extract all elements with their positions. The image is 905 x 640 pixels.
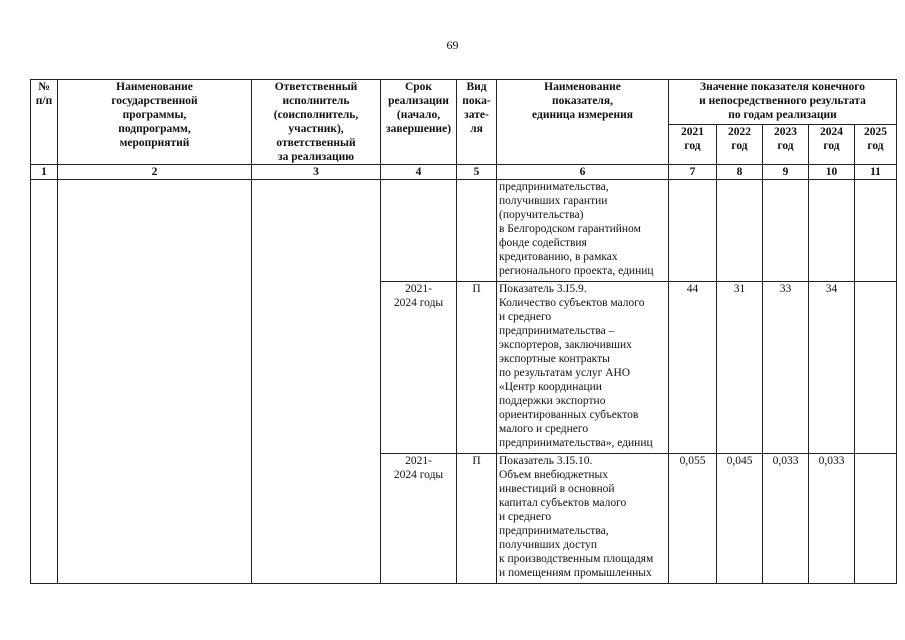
header-indicator: Наименование показателя, единица измерения bbox=[497, 80, 669, 165]
header-type: Вид пока- зате- ля bbox=[457, 80, 497, 165]
cell-type bbox=[457, 180, 497, 282]
page-number: 69 bbox=[446, 38, 459, 52]
cell-value bbox=[855, 454, 897, 584]
cell-executor bbox=[252, 180, 381, 584]
column-number: 2 bbox=[58, 165, 252, 180]
cell-no bbox=[31, 180, 58, 584]
cell-type: П bbox=[457, 282, 497, 454]
header-executor: Ответственный исполнитель (соисполнитель, участник), ответственный за реализацию bbox=[252, 80, 381, 165]
header-row bbox=[31, 80, 897, 125]
cell-value: 0,055 bbox=[669, 454, 717, 584]
cell-value: 0,033 bbox=[763, 454, 809, 584]
indicator-table bbox=[30, 79, 897, 584]
header-year-2024: 2024 год bbox=[809, 124, 855, 164]
cell-indicator: Показатель 3.I5.10. Объем внебюджетных инвестиций в основной капитал субъектов малого и среднего предпринимательства, получивших доступ к производственным площадям и помещениям промышленных bbox=[497, 454, 669, 584]
column-number: 7 bbox=[669, 165, 717, 180]
header-program: Наименование государственной программы, подпрограмм, мероприятий bbox=[58, 80, 252, 165]
column-number-row bbox=[31, 165, 897, 180]
cell-program bbox=[58, 180, 252, 584]
cell-value bbox=[717, 180, 763, 282]
column-number: 3 bbox=[252, 165, 381, 180]
cell-value: 0,045 bbox=[717, 454, 763, 584]
cell-value bbox=[855, 282, 897, 454]
cell-indicator: Показатель 3.I5.9. Количество субъектов малого и среднего предпринимательства – экспортеров, заключивших экспортные контракты по результатам услуг АНО «Центр координации поддержки экспортно ориентированных субъектов малого и среднего предпринимательства», единиц bbox=[497, 282, 669, 454]
column-number: 10 bbox=[809, 165, 855, 180]
column-number: 6 bbox=[497, 165, 669, 180]
cell-type: П bbox=[457, 454, 497, 584]
column-number: 9 bbox=[763, 165, 809, 180]
column-number: 1 bbox=[31, 165, 58, 180]
cell-period: 2021- 2024 годы bbox=[381, 282, 457, 454]
header-year-2023: 2023 год bbox=[763, 124, 809, 164]
cell-period bbox=[381, 180, 457, 282]
header-values: Значение показателя конечного и непосредственного результата по годам реализации bbox=[669, 80, 897, 125]
cell-period: 2021- 2024 годы bbox=[381, 454, 457, 584]
column-number: 8 bbox=[717, 165, 763, 180]
cell-value bbox=[763, 180, 809, 282]
cell-indicator: предпринимательства, получивших гарантии (поручительства) в Белгородском гарантийном фонде содействия кредитованию, в рамках регионального проекта, единиц bbox=[497, 180, 669, 282]
cell-value: 44 bbox=[669, 282, 717, 454]
header-no: № п/п bbox=[31, 80, 58, 165]
cell-value: 34 bbox=[809, 282, 855, 454]
cell-value: 31 bbox=[717, 282, 763, 454]
column-number: 4 bbox=[381, 165, 457, 180]
header-year-2022: 2022 год bbox=[717, 124, 763, 164]
header-year-2025: 2025 год bbox=[855, 124, 897, 164]
column-number: 5 bbox=[457, 165, 497, 180]
cell-value bbox=[809, 180, 855, 282]
header-period: Срок реализации (начало, завершение) bbox=[381, 80, 457, 165]
cell-value bbox=[669, 180, 717, 282]
cell-value: 33 bbox=[763, 282, 809, 454]
cell-value: 0,033 bbox=[809, 454, 855, 584]
column-number: 11 bbox=[855, 165, 897, 180]
cell-value bbox=[855, 180, 897, 282]
table-row bbox=[31, 180, 897, 282]
header-year-2021: 2021 год bbox=[669, 124, 717, 164]
